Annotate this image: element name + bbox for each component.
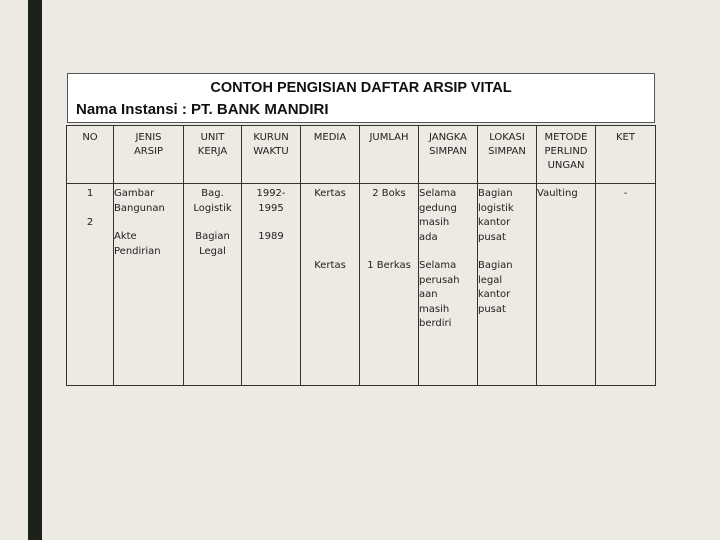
row-2-no: 2 <box>86 216 94 228</box>
col-jangka-simpan <box>419 184 478 386</box>
header-jumlah: JUMLAH <box>360 126 419 184</box>
header-lokasi-simpan: LOKASI SIMPAN <box>478 126 537 184</box>
table-header-row <box>67 126 656 184</box>
side-accent-bar <box>28 0 42 540</box>
header-unit-kerja: UNIT KERJA <box>184 126 242 184</box>
col-jumlah <box>360 184 419 386</box>
document-title: CONTOH PENGISIAN DAFTAR ARSIP VITAL <box>210 80 512 96</box>
col-ket <box>596 184 656 386</box>
header-media: MEDIA <box>301 126 360 184</box>
row-2-kurun-waktu: 1989 <box>258 231 284 242</box>
row-2-lokasi-simpan: Bagian legal kantor pusat <box>478 260 513 315</box>
row-1-no: 1 <box>86 188 94 199</box>
institution-name: Nama Instansi : PT. BANK MANDIRI <box>76 101 329 118</box>
table-row <box>67 184 656 386</box>
col-media <box>301 184 360 386</box>
row-1-lokasi-simpan: Bagian logistik kantor pusat <box>478 188 514 243</box>
col-kurun-waktu <box>242 184 301 386</box>
header-ket: KET <box>596 126 656 184</box>
col-no <box>67 184 114 386</box>
row-2-jenis-arsip: Akte Pendirian <box>114 231 161 257</box>
col-metode-perlindungan <box>537 184 596 386</box>
row-1-kurun-waktu: 1992- 1995 <box>256 188 286 214</box>
header-jangka-simpan: JANGKA SIMPAN <box>419 126 478 184</box>
row-2-jangka-simpan: Selama perusah aan masih berdiri <box>419 260 460 329</box>
header-jenis-arsip: JENIS ARSIP <box>114 126 184 184</box>
header-metode-perlindungan: METODE PERLIND UNGAN <box>537 126 596 184</box>
row-1-unit-kerja: Bag. Logistik <box>193 188 232 214</box>
header-kurun-waktu: KURUN WAKTU <box>242 126 301 184</box>
row-1-media: Kertas <box>314 188 346 199</box>
archive-table <box>66 125 656 386</box>
row-1-jangka-simpan: Selama gedung masih ada <box>419 188 457 243</box>
col-lokasi-simpan <box>478 184 537 386</box>
row-1-jumlah: 2 Boks <box>372 188 406 199</box>
row-2-jumlah: 1 Berkas <box>367 259 411 271</box>
row-2-unit-kerja: Bagian Legal <box>195 231 230 257</box>
row-1-ket: - <box>623 188 628 199</box>
title-box <box>67 73 655 123</box>
col-unit-kerja <box>184 184 242 386</box>
row-1-metode: Vaulting <box>537 188 578 199</box>
col-jenis-arsip <box>114 184 184 386</box>
header-no: NO <box>67 126 114 184</box>
row-1-jenis-arsip: Gambar Bangunan <box>114 188 165 214</box>
row-2-media: Kertas <box>314 259 346 271</box>
